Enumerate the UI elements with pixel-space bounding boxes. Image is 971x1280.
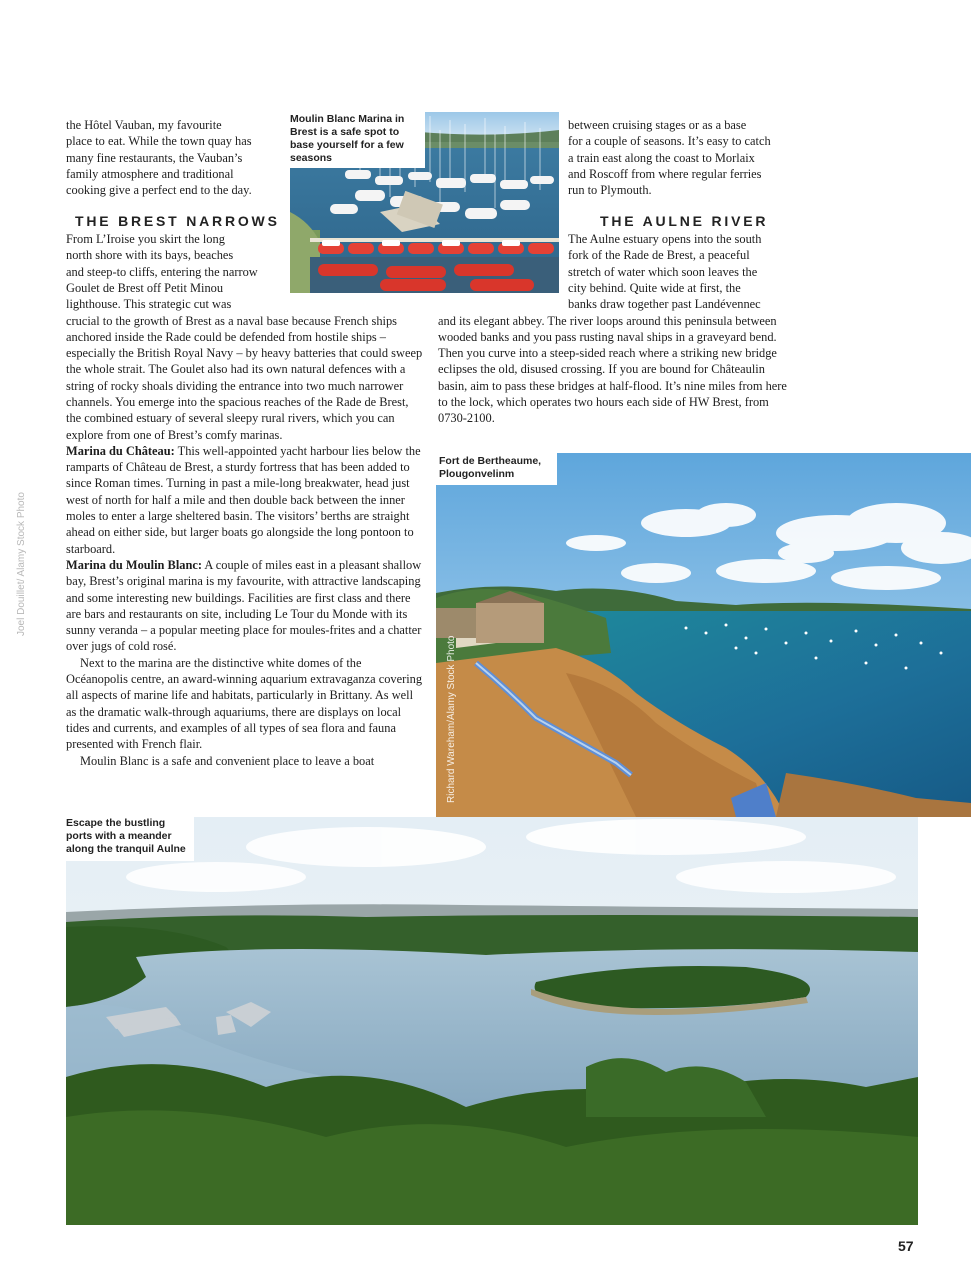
col2-main-text [438,313,796,427]
col2-intro [568,117,796,198]
col2-aulne-short [568,231,796,312]
heading-aulne-river: THE AULNE RIVER [600,213,769,229]
caption-fort: Fort de Bertheaume, Plougonvelinm [436,453,557,485]
paragraph-moulin-blanc [66,557,424,655]
text-line: stretch of water which soon leaves the [568,264,758,279]
caption-marina: Moulin Blanc Marina in Brest is a safe spot to base yourself for a few seasons [290,112,425,168]
text-line: many fine restaurants, the Vauban’s [66,150,243,165]
paragraph-chateau [66,443,424,557]
paragraph-narrows: crucial to the growth of Brest as a naval base because French ships anchored inside the Rade could be defended from hostile ships – especially the British Royal Navy – by heavy batteries that could sweep the whole strait. The Goulet also had its own natural defences with a string of rocky shoals dividing the entrance into two much narrower channels. You emerge into the spacious reaches of the Rade de Brest, the combined estuary of several sleepy rural rivers, which you can explore from one of Brest’s comfy marinas. [66,313,423,442]
text-line: banks draw together past Landévennec [568,297,761,312]
text-line: and steep-to cliffs, entering the narrow [66,264,258,279]
text-line: the Hôtel Vauban, my favourite [66,118,222,132]
label-marina-chateau: Marina du Château: [66,443,175,458]
text-line: for a couple of seasons. It’s easy to catch [568,134,771,149]
aulne-photo [66,817,918,1225]
text-line: run to Plymouth. [568,183,652,198]
text-line: fork of the Rade de Brest, a peaceful [568,248,750,263]
text-line: family atmosphere and traditional [66,166,234,181]
text-line: cooking give a perfect end to the day. [66,183,252,198]
text-line: north shore with its bays, beaches [66,248,234,263]
col1-main-text [66,313,424,769]
fort-illustration [436,453,971,817]
text-line: place to eat. While the town quay has [66,134,252,149]
heading-brest-narrows: THE BREST NARROWS [75,213,280,229]
photo-credit-fort: Richard Wareham/Alamy Stock Photo [446,635,457,803]
text-line: Goulet de Brest off Petit Minou [66,280,224,295]
col1-narrows-short [66,231,286,312]
fort-photo [436,453,971,817]
text-line: a train east along the coast to Morlaix [568,150,755,165]
paragraph-oceanopolis: Next to the marina are the distinctive white domes of the Océanopolis centre, an award-winning aquarium extravaganza covering all aspects of marine life and habitats, particularly in Brittany. As well as the dramatic walk-through aquariums, there are displays on local tides and currents, and examples of all types of sea flora and fauna presented with French flair. [66,655,423,752]
text-line: The Aulne estuary opens into the south [568,232,762,246]
aulne-illustration [66,817,918,1225]
text-line: between cruising stages or as a base [568,118,747,132]
text-marina-moulin-blanc: A couple of miles east in a pleasant shallow bay, Brest’s original marina is my favourite, with attractive landscaping and some interesting new buildings. Facilities are first class and there are bars and restaurants on site, including Le Tour du Monde with its sunny veranda – a popular meeting place for moules-frites and a chatter over jugs of cold rosé. [66,557,422,654]
label-marina-moulin-blanc: Marina du Moulin Blanc: [66,557,202,572]
text-line: and Roscoff from where regular ferries [568,166,762,181]
caption-aulne: Escape the bustling ports with a meander along the tranquil Aulne [66,817,194,861]
text-marina-chateau: This well-appointed yacht harbour lies below the ramparts of Château de Brest, a sturdy fortress that has been added to since Roman times. Turning in past a mile-long breakwater, head just west of north for half a mile and then double back between the inner moles to enter a large sheltered basin. The visitors’ berths are straight ahead on either side, but larger boats go alongside the long pontoon to starboard. [66,443,421,556]
text-line: From L’Iroise you skirt the long [66,232,225,246]
text-line: lighthouse. This strategic cut was [66,297,232,312]
page-number: 57 [898,1238,914,1254]
marina-photo [290,112,559,293]
paragraph-final: Moulin Blanc is a safe and convenient place to leave a boat [80,753,375,768]
photo-credit-left: Joel Douillet/ Alamy Stock Photo [16,492,27,636]
paragraph-aulne: and its elegant abbey. The river loops around this peninsula between wooded banks and you pass rusting naval ships in a graveyard bend. Then you curve into a steep-sided reach where a striking new bridge eclipses the old, disused crossing. If you are bound for Châteaulin basin, aim to pass these bridges at half-flood. It’s nine miles from here to the lock, which operates two hours each side of HW Brest, from 0730-2100. [438,313,787,426]
col1-intro [66,117,281,198]
text-line: city behind. Quite wide at first, the [568,280,741,295]
